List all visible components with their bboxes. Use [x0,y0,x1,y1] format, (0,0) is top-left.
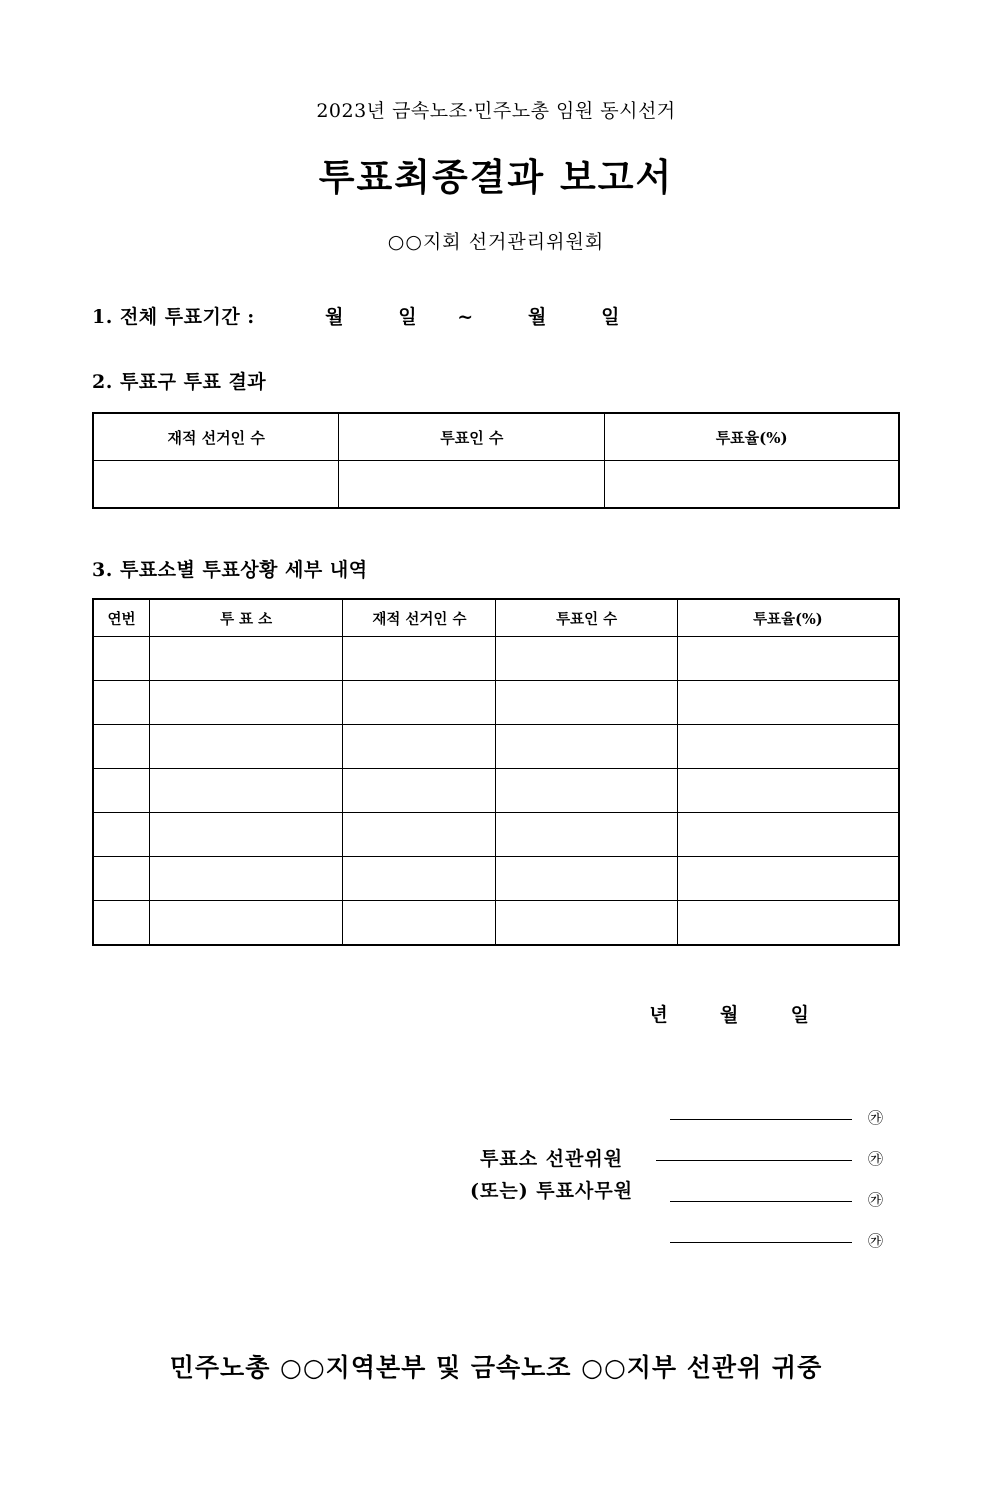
cell-eligible [343,769,496,813]
cell-station [149,681,342,725]
cell-turnout [677,769,899,813]
date-day-label: 일 [790,1004,810,1026]
table-row [93,813,899,857]
column-header-turnout: 투표율(%) [677,599,899,637]
cell-eligible [343,901,496,946]
cell-no [93,725,149,769]
voting-period-month1: 월 [325,306,344,328]
cell-eligible [343,813,496,857]
section-2-heading: 2. 투표구 투표 결과 [92,371,267,393]
column-header-voters: 투표인 수 [496,599,677,637]
table-header-row [93,413,899,461]
cell-turnout [677,813,899,857]
cell-turnout [677,681,899,725]
cell-turnout [677,725,899,769]
cell-voters [339,461,605,509]
cell-no [93,857,149,901]
signature-rows [670,1085,970,1249]
cell-eligible [93,461,339,509]
cell-turnout [677,857,899,901]
cell-eligible [343,857,496,901]
committee-name: ○○지회 선거관리위원회 [387,231,605,253]
document-subtitle: 2023년 금속노조·민주노총 임원 동시선거 [316,100,676,122]
voting-period-day1: 일 [398,306,418,328]
cell-voters [496,813,677,857]
document-page [0,96,992,1499]
voting-period-line [92,302,900,329]
cell-station [149,857,342,901]
cell-no [93,769,149,813]
cell-station [149,901,342,946]
table-row [93,901,899,946]
cell-voters [496,769,677,813]
seal-icon: ㉮ [868,1191,884,1209]
document-title: 투표최종결과 보고서 [318,155,674,199]
date-month-label: 월 [720,1004,740,1026]
cell-turnout [677,637,899,681]
signature-row [670,1085,970,1126]
polling-station-detail-table [92,598,900,946]
date-year-label: 년 [649,1004,669,1026]
cell-no [93,681,149,725]
document-footer: 민주노총 ○○지역본부 및 금속노조 ○○지부 선관위 귀중 [169,1353,823,1382]
signature-row [670,1208,970,1249]
signature-block [92,1085,900,1285]
seal-icon: ㉮ [868,1232,884,1250]
section-3-heading: 3. 투표소별 투표상황 세부 내역 [92,559,368,581]
column-header-eligible: 재적 선거인 수 [343,599,496,637]
cell-eligible [343,637,496,681]
table-row [93,725,899,769]
cell-turnout [605,461,899,509]
seal-icon: ㉮ [868,1150,884,1168]
column-header-voters: 투표인 수 [339,413,605,461]
table-header-row [93,599,899,637]
voting-period-tilde: ~ [457,306,474,328]
cell-no [93,637,149,681]
table-row [93,461,899,509]
cell-eligible [343,681,496,725]
table-row [93,681,899,725]
signature-labels [470,1143,633,1207]
seal-icon: ㉮ [868,1109,884,1127]
column-header-station: 투 표 소 [149,599,342,637]
signature-label-line2: (또는) 투표사무원 [470,1180,634,1202]
cell-no [93,813,149,857]
cell-eligible [343,725,496,769]
column-header-turnout: 투표율(%) [605,413,899,461]
cell-no [93,901,149,946]
signature-rule [656,1160,852,1161]
cell-voters [496,901,677,946]
signature-rule [670,1242,852,1243]
cell-voters [496,857,677,901]
voting-result-table [92,412,900,509]
signature-date-line [92,1000,900,1027]
cell-voters [496,637,677,681]
cell-voters [496,681,677,725]
cell-station [149,813,342,857]
table-row [93,637,899,681]
signature-rule [670,1201,852,1202]
cell-turnout [677,901,899,946]
signature-rule [670,1119,852,1120]
signature-row [670,1126,970,1167]
signature-row [670,1167,970,1208]
cell-station [149,769,342,813]
cell-voters [496,725,677,769]
column-header-eligible: 재적 선거인 수 [93,413,339,461]
voting-period-month2: 월 [527,306,547,328]
voting-period-day2: 일 [601,306,620,328]
signature-label-line1: 투표소 선관위원 [479,1148,624,1170]
voting-period-label: 1. 전체 투표기간 : [92,306,255,328]
table-row [93,769,899,813]
cell-station [149,725,342,769]
column-header-no: 연번 [93,599,149,637]
cell-station [149,637,342,681]
table-row [93,857,899,901]
